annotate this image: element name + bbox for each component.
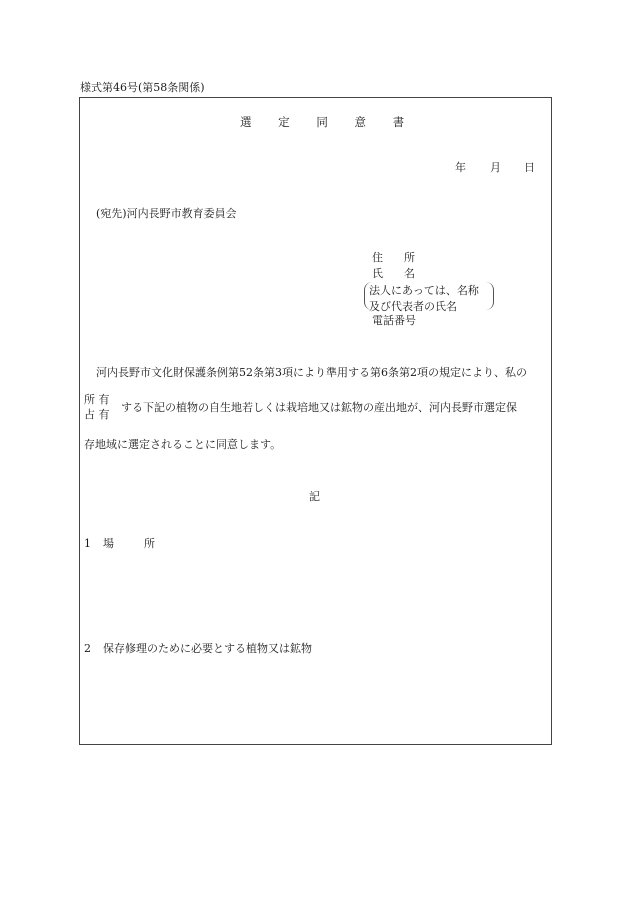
date-month-label: 月 (490, 161, 501, 174)
phone-label: 電話番号 (372, 314, 416, 327)
corporation-note: 法人にあっては、名称 及び代表者の氏名 (369, 284, 479, 313)
form-number: 様式第46号(第58条関係) (80, 81, 205, 94)
ki-heading: 記 (309, 490, 320, 503)
title-char: 定 (278, 115, 290, 129)
date-year-label: 年 (455, 161, 466, 174)
name-label: 氏 名 (372, 267, 415, 280)
body-line-1: 河内長野市文化財保護条例第52条第3項により準用する第6条第2項の規定により、私の (96, 366, 527, 379)
choice-own: 所 有 (84, 393, 110, 406)
title-char: 同 (316, 115, 328, 129)
date-day-label: 日 (524, 161, 535, 174)
title-char: 書 (392, 115, 405, 129)
title-char: 選 (240, 115, 252, 129)
item-1: 1 場 所 (84, 537, 155, 550)
item-2: 2 保存修理のために必要とする植物又は鉱物 (84, 642, 312, 655)
address-label: 住 所 (372, 251, 415, 264)
choice-occupy: 占 有 (84, 408, 110, 421)
document-title (240, 117, 404, 129)
right-parenthesis (486, 282, 494, 310)
body-line-3: 存地域に選定されることに同意します。 (84, 438, 282, 451)
addressee: (宛先)河内長野市教育委員会 (96, 207, 237, 220)
body-line-2: する下記の植物の自生地若しくは栽培地又は鉱物の産出地が、河内長野市選定保 (121, 401, 517, 414)
title-char: 意 (354, 115, 366, 129)
